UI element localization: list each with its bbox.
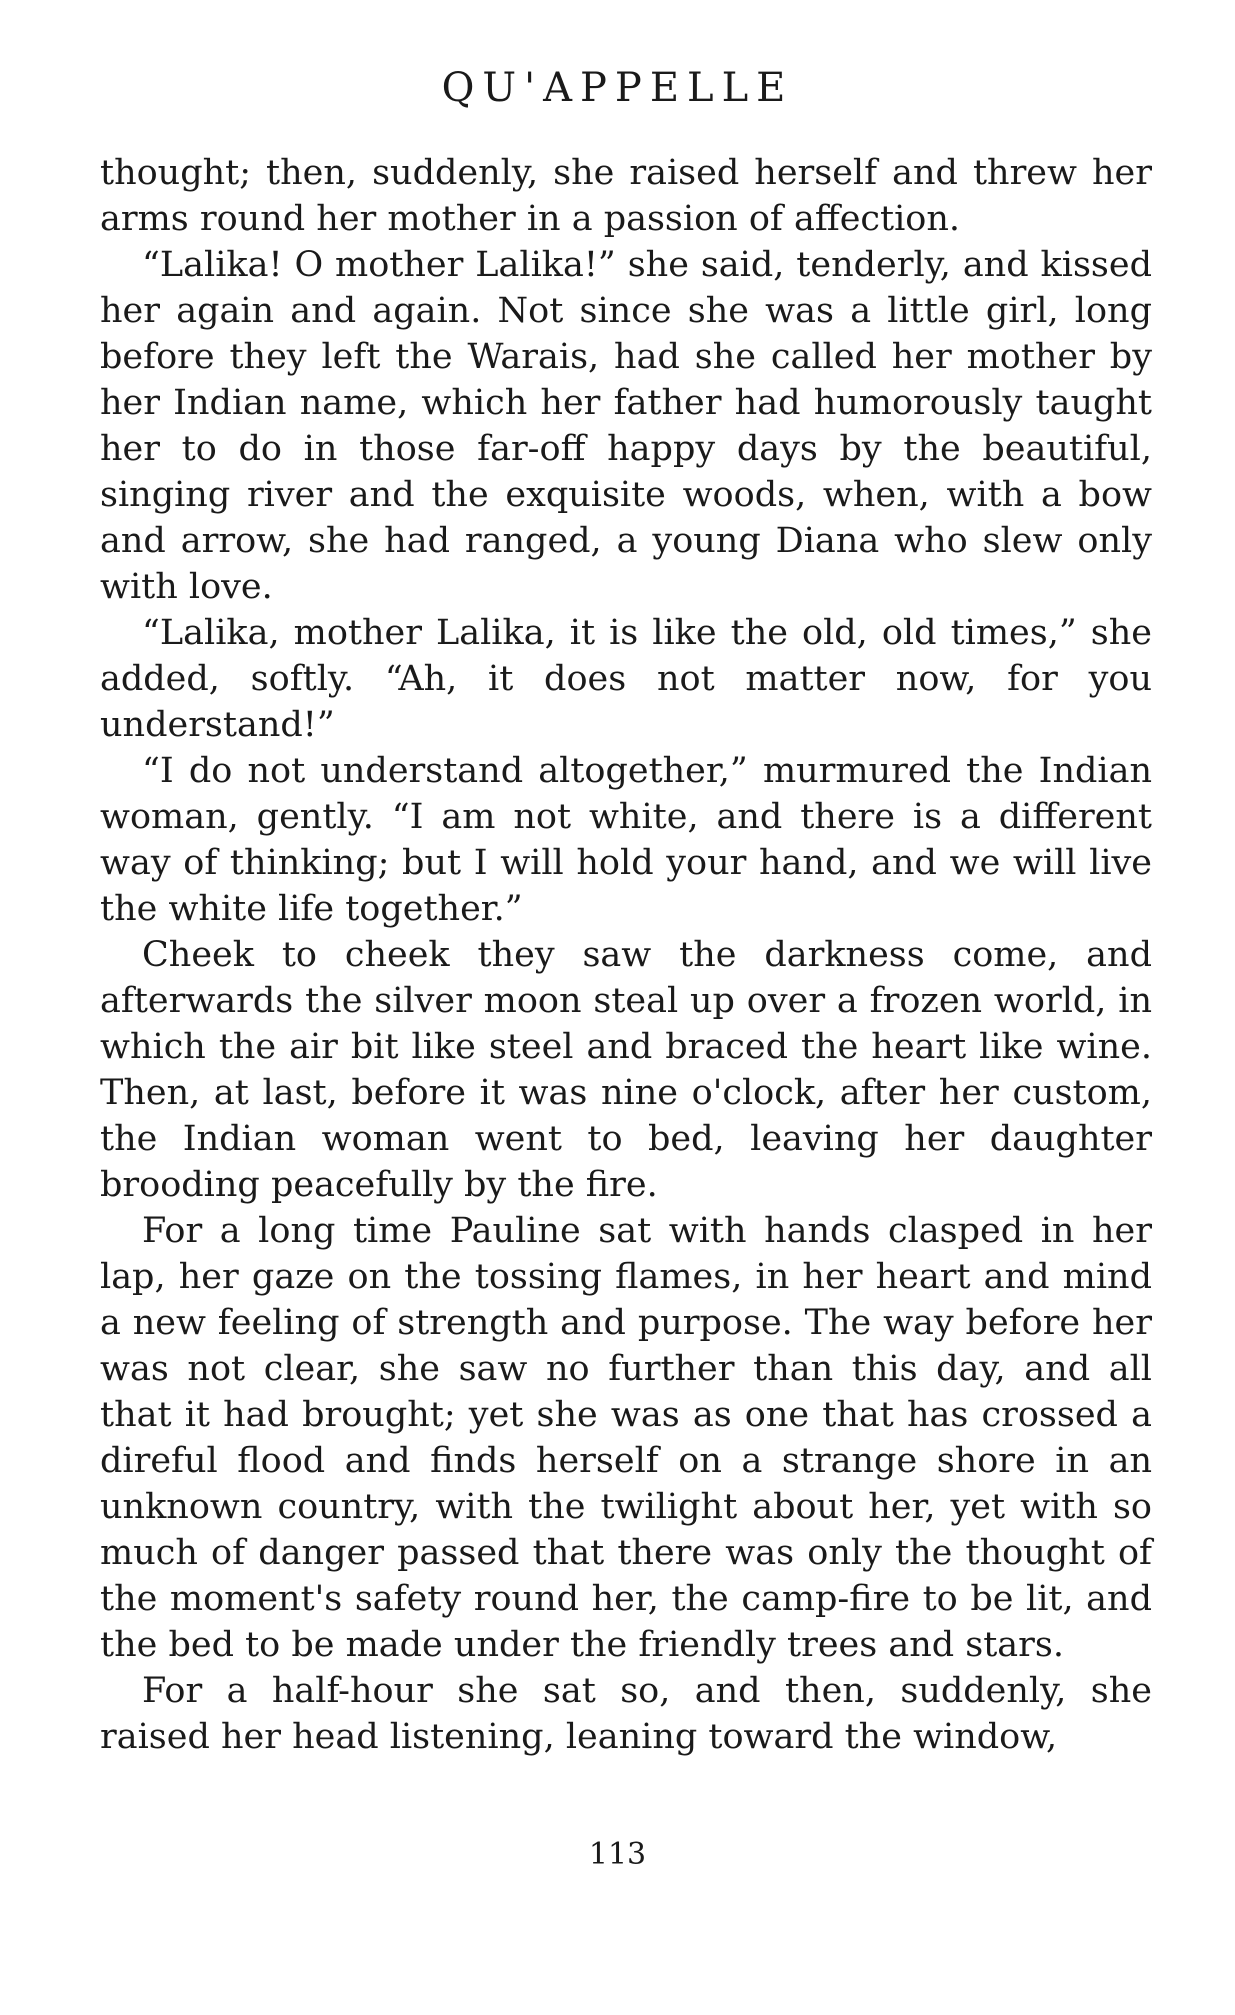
body-text: [100, 150, 1152, 1760]
paragraph: Cheek to cheek they saw the darkness come, and afterwards the silver moon steal up over a frozen world, in which the air bit like steel and braced the heart like wine. Then, at last, before it was nine o'clock, after her custom, the Indian woman went to bed, leaving her daughter brooding peacefully by the fire.: [100, 935, 1152, 1205]
paragraph: For a long time Pauline sat with hands clasped in her lap, her gaze on the tossing flames, in her heart and mind a new feeling of strength and purpose. The way before her was not clear, she saw no further than this day, and all that it had brought; yet she was as one that has crossed a direful flood and finds herself on a strange shore in an unknown country, with the twilight about her, yet with so much of danger passed that there was only the thought of the moment's safety round her, the camp-fire to be lit, and the bed to be made under the friendly trees and stars.: [100, 1211, 1152, 1665]
paragraph: “Lalika, mother Lalika, it is like the old, old times,” she added, softly. “Ah, it does not matter now, for you understand!”: [100, 613, 1152, 745]
paragraph: “Lalika! O mother Lalika!” she said, tenderly, and kissed her again and again. Not since she was a little girl, long before they left the Warais, had she called her mother by her Indian name, which her father had humorously taught her to do in those far-off happy days by the beautiful, singing river and the exquisite woods, when, with a bow and arrow, she had ranged, a young Diana who slew only with love.: [100, 245, 1152, 607]
running-head: QU'APPELLE: [441, 65, 794, 111]
page-number: 113: [588, 1837, 647, 1872]
paragraph: thought; then, suddenly, she raised herself and threw her arms round her mother in a passion of affection.: [100, 153, 1152, 239]
paragraph: “I do not understand altogether,” murmured the Indian woman, gently. “I am not white, and there is a different way of thinking; but I will hold your hand, and we will live the white life together.”: [100, 751, 1152, 929]
paragraph: For a half-hour she sat so, and then, suddenly, she raised her head listening, leaning toward the window,: [100, 1671, 1152, 1757]
